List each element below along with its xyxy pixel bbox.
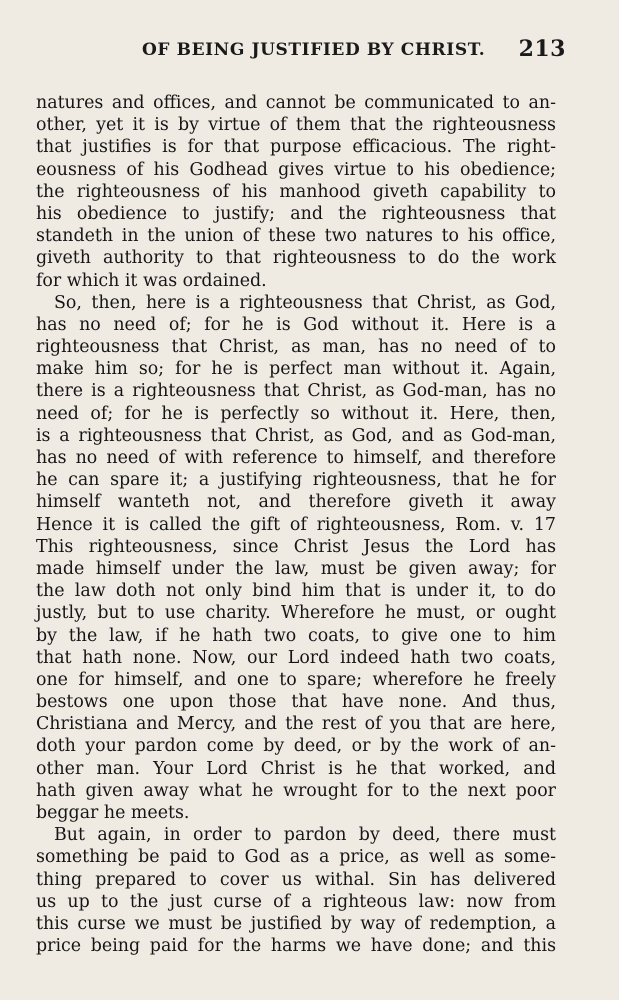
- text-line: this curse we must be justified by way of redemption, a: [36, 913, 556, 934]
- text-line: that hath none. Now, our Lord indeed hath two coats,: [36, 647, 556, 668]
- text-line: righteousness that Christ, as man, has no need of to: [36, 337, 556, 358]
- page-header: [36, 36, 566, 66]
- text-line: us up to the just curse of a righteous law: now from: [36, 891, 556, 912]
- text-line: there is a righteousness that Christ, as God-man, has no: [36, 381, 556, 402]
- running-head: OF BEING JUSTIFIED BY CHRIST.: [142, 40, 486, 60]
- text-line: beggar he meets.: [36, 803, 190, 823]
- text-line: standeth in the union of these two natures to his office,: [36, 226, 556, 247]
- text-line: his obedience to justify; and the righteousness that: [36, 203, 556, 224]
- body-text: [36, 92, 556, 957]
- paragraph: [36, 824, 556, 957]
- text-line: eousness of his Godhead gives virtue to his obedience;: [36, 159, 556, 180]
- text-line: price being paid for the harms we have done; and this: [36, 936, 556, 957]
- text-line: This righteousness, since Christ Jesus the Lord has: [36, 536, 556, 557]
- text-line: doth your pardon come by deed, or by the work of an-: [36, 736, 556, 757]
- text-line: has no need of; for he is God without it. Here is a: [36, 314, 556, 335]
- text-line: other man. Your Lord Christ is he that worked, and: [36, 758, 556, 779]
- text-line: thing prepared to cover us withal. Sin has delivered: [36, 869, 556, 890]
- text-line: he can spare it; a justifying righteousness, that he for: [36, 470, 556, 491]
- paragraph: [36, 292, 556, 825]
- text-line: Hence it is called the gift of righteousness, Rom. v. 17: [36, 514, 556, 535]
- text-line: something be paid to God as a price, as well as some-: [36, 847, 556, 868]
- text-line: bestows one upon those that have none. And thus,: [36, 692, 556, 713]
- text-line: But again, in order to pardon by deed, there must: [54, 825, 556, 846]
- text-line: make him so; for he is perfect man without it. Again,: [36, 359, 556, 380]
- text-line: has no need of with reference to himself, and therefore: [36, 448, 556, 468]
- text-line: himself wanteth not, and therefore giveth it away: [36, 492, 556, 513]
- text-line: need of; for he is perfectly so without it. Here, then,: [36, 403, 556, 424]
- text-line: Christiana and Mercy, and the rest of you that are here,: [36, 714, 556, 735]
- text-line: the righteousness of his manhood giveth capability to: [36, 181, 556, 202]
- text-line: So, then, here is a righteousness that Christ, as God,: [54, 292, 556, 313]
- page-number: 213: [518, 36, 566, 62]
- paragraph: [36, 92, 556, 292]
- text-line: that justifies is for that purpose efficacious. The right-: [36, 137, 556, 158]
- text-line: hath given away what he wrought for to the next poor: [36, 780, 556, 801]
- text-line: is a righteousness that Christ, as God, and as God-man,: [36, 425, 556, 446]
- text-line: natures and offices, and cannot be communicated to an-: [36, 93, 556, 113]
- text-line: giveth authority to that righteousness to do the work: [36, 248, 556, 269]
- text-line: made himself under the law, must be given away; for: [36, 558, 556, 579]
- text-line: other, yet it is by virtue of them that the righteousness: [36, 115, 556, 136]
- text-line: the law doth not only bind him that is under it, to do: [36, 581, 556, 602]
- text-line: by the law, if he hath two coats, to give one to him: [36, 625, 556, 646]
- text-line: one for himself, and one to spare; wherefore he freely: [36, 669, 556, 690]
- text-line: for which it was ordained.: [36, 270, 267, 291]
- text-line: justly, but to use charity. Wherefore he must, or ought: [36, 603, 556, 624]
